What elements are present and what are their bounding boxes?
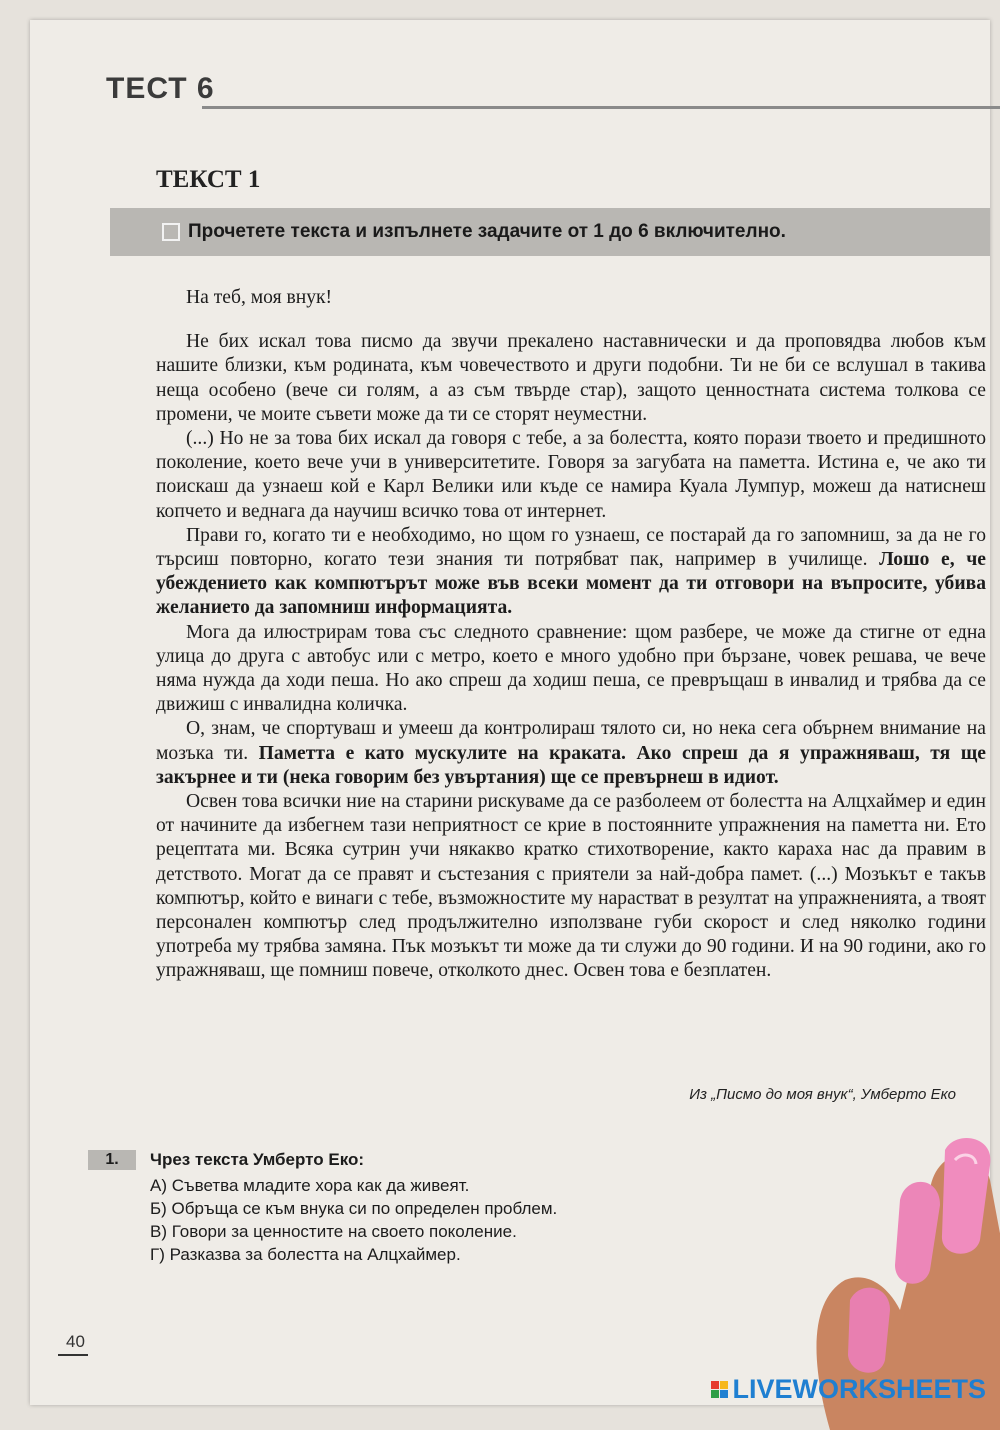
bold-statement: Лошо е, че убеждението как компютърът може във всеки момент да ти отговори на въпросите, убива желанието да запомниш информацията. [156, 549, 986, 619]
liveworksheets-logo-icon [711, 1381, 728, 1398]
checkbox-icon [162, 223, 180, 241]
letter-greeting: На теб, моя внук! [186, 287, 333, 308]
page-number: 40 [66, 1332, 85, 1351]
instruction-text: Прочетете текста и изпълнете задачите от 1 до 6 включително. [188, 221, 786, 242]
question-stem: Чрез текста Умберто Еко: [150, 1150, 365, 1169]
logo-square [711, 1390, 719, 1398]
source-attribution: Из „Писмо до моя внук“, Умберто Еко [689, 1086, 956, 1103]
letter-paragraph: Не бих искал това писмо да звучи прекалено наставнически и да проповядва любов към нашите близки, към родината, към човечеството и други подобни. Ти не би се вслушал в такива неща особено (вече си голям, а аз съм твърде стар), защото ценностната система толкова се промени, че моите съвети може да ти се сторят неуместни. [156, 331, 986, 425]
answer-option-b[interactable]: Б) Обръща се към внука си по определен проблем. [150, 1199, 558, 1218]
letter-paragraph: (...) Но не за това бих искал да говоря с тебе, а за болестта, която порази твоето и предишното поколение, което вече учи в университетите. Говоря за загубата на паметта. Истина е, че ако ти поискаш да узнаеш кой е Карл Велики или къде се намира Куала Лумпур, можеш да натиснеш копчето и веднага да научиш всичко това от интернет. [156, 428, 986, 522]
bold-statement: Паметта е като мускулите на краката. Ако спреш да я упражняваш, тя ще закърнее и ти (нека говорим без увъртания) ще се превърнеш в идиот. [156, 742, 986, 788]
answer-option-a[interactable]: А) Съветва младите хора как да живеят. [150, 1176, 470, 1195]
logo-square [711, 1381, 719, 1389]
letter-paragraph: О, знам, че спортуваш и умееш да контролираш тялото си, но нека сега обърнем внимание на мозъка ти. Паметта е като мускулите на краката. Ако спреш да я упражняваш, тя ще закърнее и ти (нека говорим без увъртания) ще се превърнеш в идиот. [156, 718, 986, 788]
answer-option-d[interactable]: Г) Разказва за болестта на Алцхаймер. [150, 1245, 461, 1264]
logo-square [720, 1390, 728, 1398]
letter-paragraph: Освен това всички ние на старини рискуваме да се разболеем от болестта на Алцхаймер и един от начините да избегнем тази неприятност се крие в постоянните упражнения на паметта ни. Ето рецептата ми. Всяка сутрин учи някакво кратко стихотворение, както караха нас да правим в детството. Могат да се правят и състезания с приятели за най-добра памет. (...) Мозъкът е такъв компютър, който е винаги с тебе, възможностите му нарастват в резултат на упражненията, а твоят персонален компютър след продължително използване губи скорост и след няколко години употреба му трябва замяна. Пък мозъкът ти може да ти служи до 90 години. И на 90 години, ако го упражняваш, ще помниш повече, отколкото днес. Освен това е безплатен. [156, 791, 986, 982]
letter-body [156, 286, 986, 984]
letter-paragraph: Мога да илюстрирам това със следното сравнение: щом разбере, че може да стигне от една улица до друга с автобус или с метро, което е много удобно при бързане, човек решава, че вече няма нужда да ходи пеша. Но ако спреш да ходиш пеша, се превръщаш в инвалид и трябва да се движиш с инвалидна количка. [156, 621, 986, 716]
answer-option-c[interactable]: В) Говори за ценностите на своето поколение. [150, 1222, 517, 1241]
text-heading: ТЕКСТ 1 [156, 166, 261, 193]
liveworksheets-watermark [711, 1374, 986, 1405]
page-number-rule [58, 1354, 88, 1356]
watermark-text: LIVEWORKSHEETS [732, 1374, 986, 1404]
logo-square [720, 1381, 728, 1389]
answer-options [150, 1174, 750, 1266]
test-title: ТЕСТ 6 [106, 72, 215, 105]
instruction-bar [110, 208, 990, 256]
question-number: 1. [88, 1150, 136, 1170]
letter-paragraph: Прави го, когато ти е необходимо, но щом го узнаеш, се постарай да го запомниш, за да не го търсиш повторно, когато тези знания ти потрябват пак, например в училище. Лошо е, че убеждението как компютърът може във всеки момент да ти отговори на въпросите, убива желанието да запомниш информацията. [156, 524, 986, 619]
title-divider [202, 106, 1000, 109]
